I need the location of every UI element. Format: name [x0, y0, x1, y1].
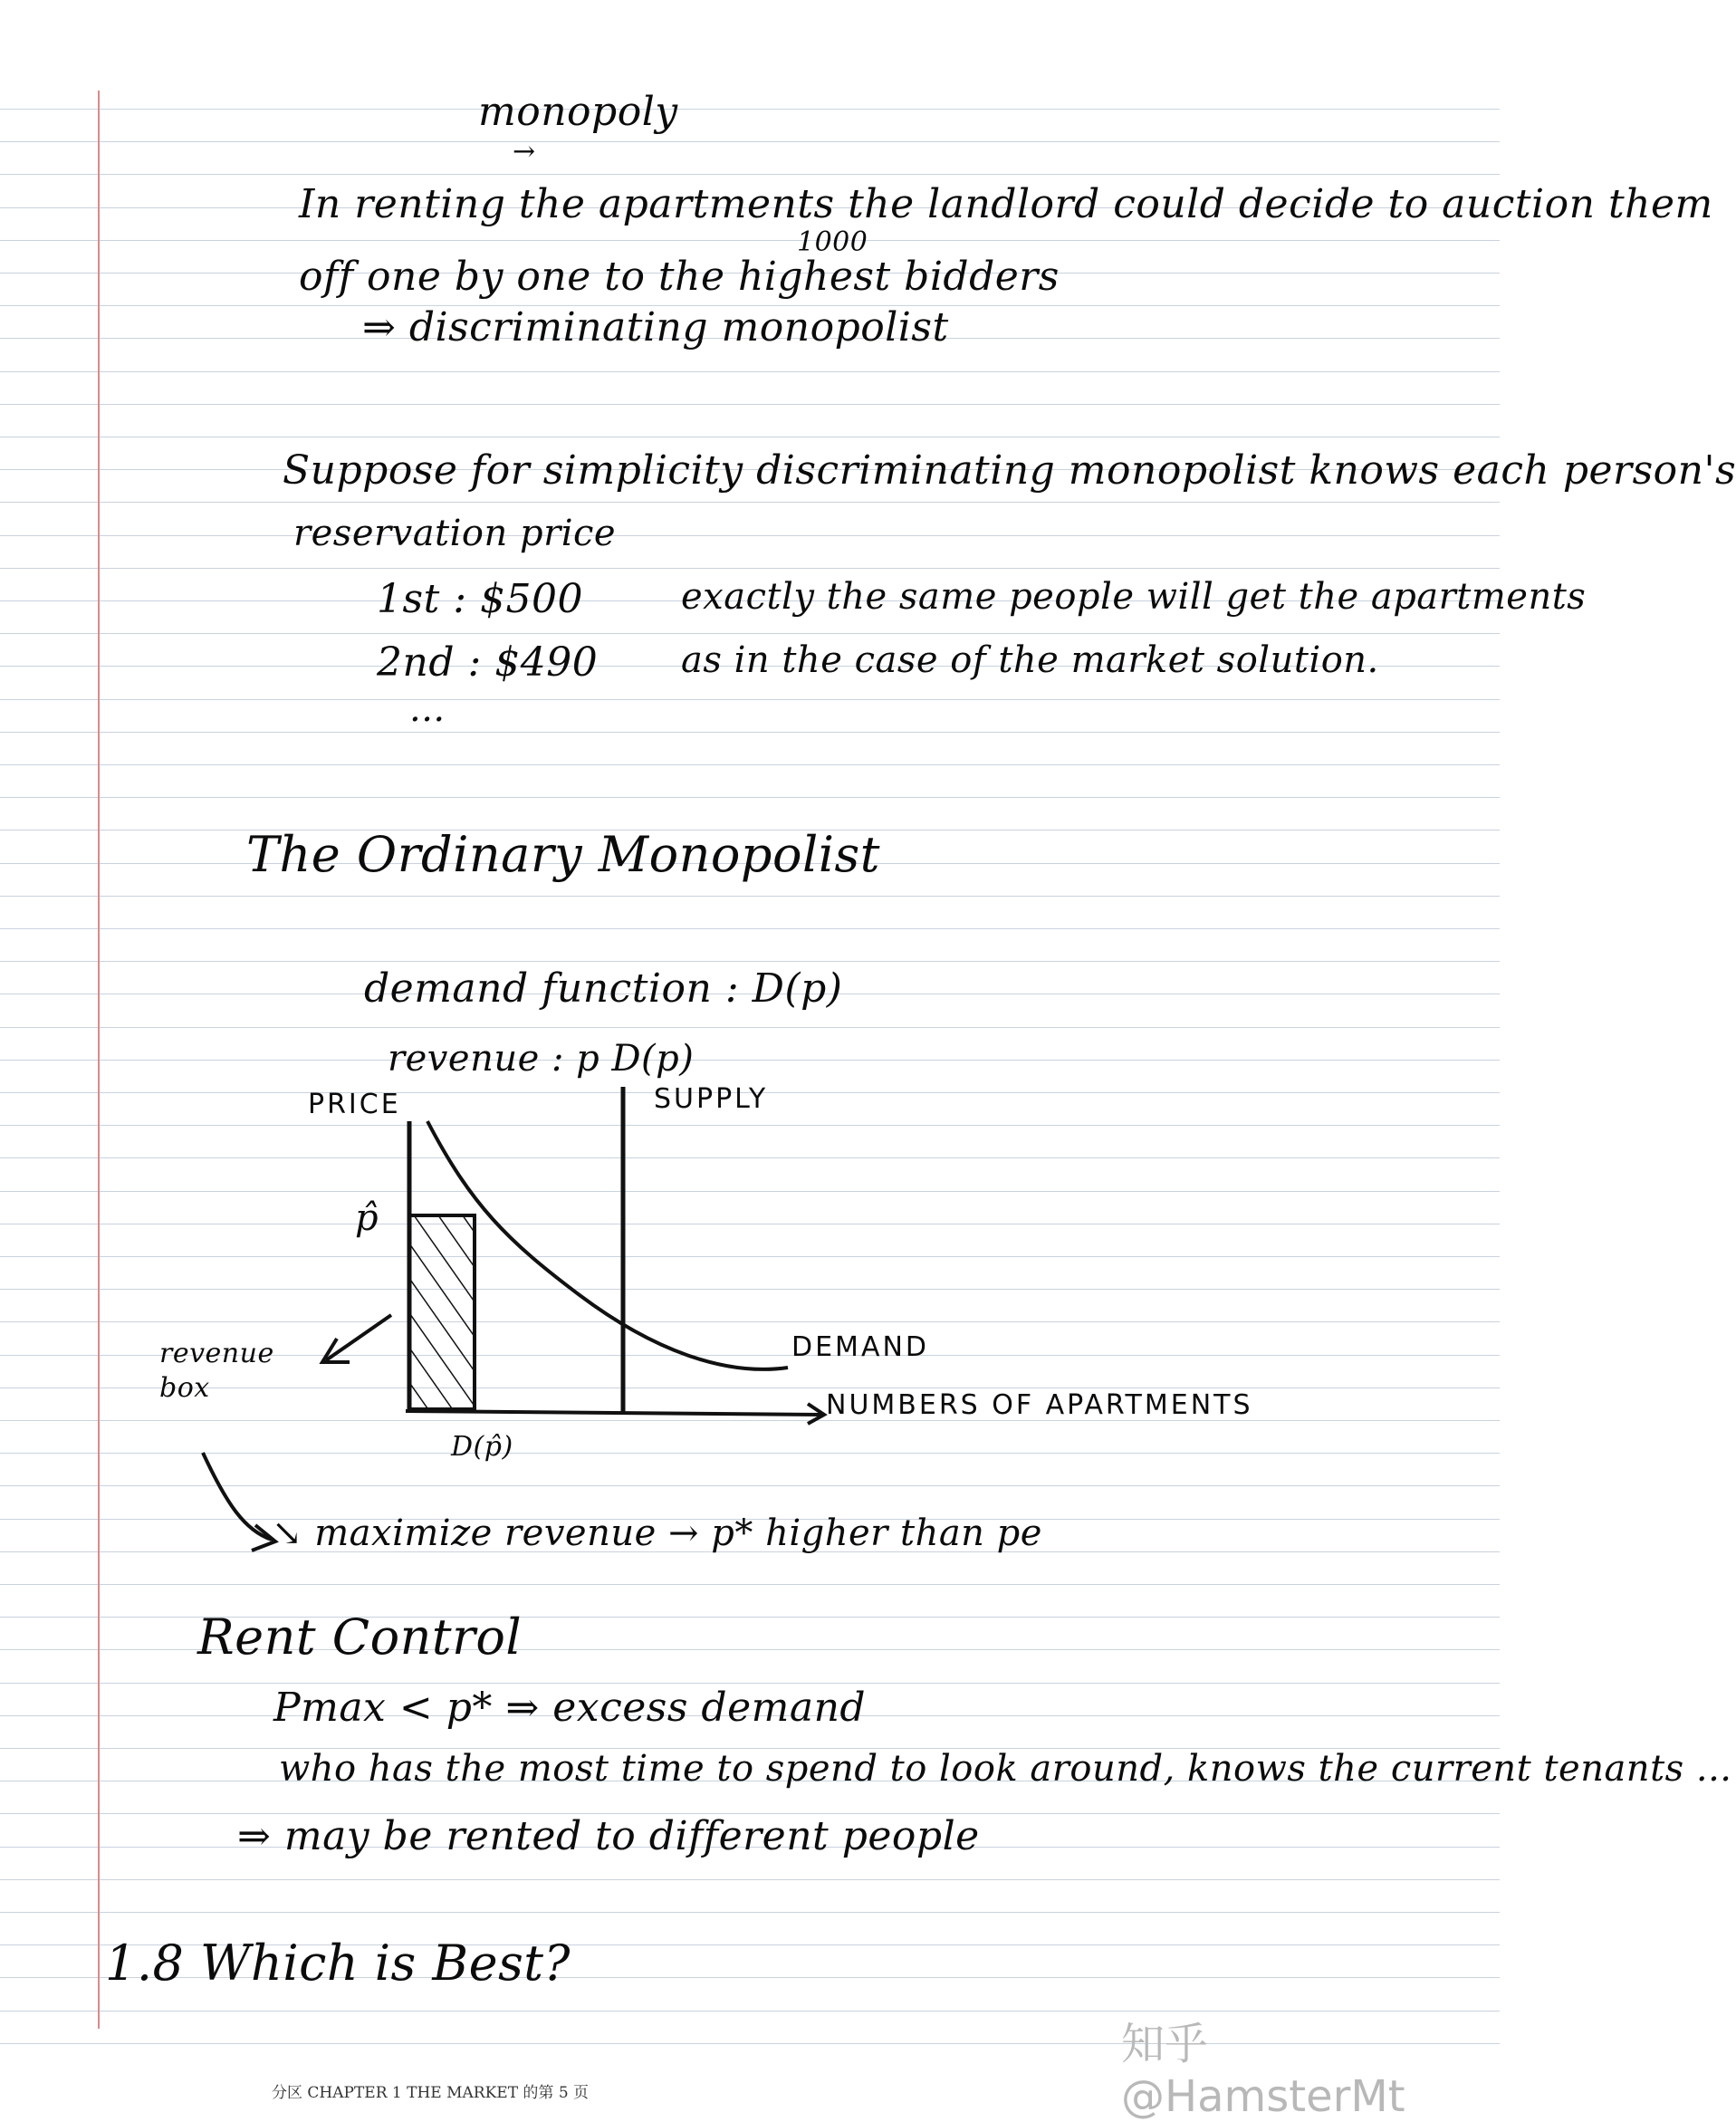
demand-curve — [427, 1121, 788, 1369]
auction-line-3: ⇒ discriminating monopolist — [362, 304, 949, 350]
heading-which-is-best: 1.8 Which is Best? — [105, 1935, 571, 1992]
top-fragment: monopoly — [478, 89, 678, 135]
y-axis-label: PRICE — [308, 1089, 401, 1120]
may-be-line: ⇒ may be rented to different people — [237, 1813, 980, 1859]
price-first: 1st : $500 — [377, 576, 584, 622]
suppose-line-2: reservation price — [293, 513, 617, 554]
top-arrow: → — [513, 136, 536, 168]
heading-rent-control: Rent Control — [197, 1608, 523, 1666]
x-axis-label: NUMBERS OF APARTMENTS — [826, 1389, 1253, 1421]
demand-function: demand function : D(p) — [364, 965, 843, 1012]
maximize-arrow — [203, 1453, 272, 1540]
demand-label: DEMAND — [791, 1331, 930, 1363]
page-footer: 分区 CHAPTER 1 THE MARKET 的第 5 页 — [272, 2084, 590, 2102]
price-mark: p̂ — [355, 1197, 379, 1239]
price-more: ... — [409, 688, 446, 730]
auction-note: 1000 — [797, 226, 868, 258]
revenue-box-label: revenue box — [159, 1338, 274, 1404]
revenue-line: revenue : p D(p) — [388, 1038, 695, 1080]
watermark: 知乎 @HamsterMt — [1121, 2019, 1405, 2122]
revenue-box-arrow — [326, 1315, 391, 1360]
revenue-box-arrowhead — [322, 1339, 350, 1362]
pmax-line: Pmax < p* ⇒ excess demand — [273, 1685, 867, 1731]
maximize-line: ↘ maximize revenue → p* higher than pe — [272, 1512, 1042, 1554]
x-axis — [406, 1411, 822, 1415]
price-second: 2nd : $490 — [377, 639, 599, 686]
supply-label: SUPPLY — [654, 1083, 769, 1115]
same-people-line-1: exactly the same people will get the apartments — [681, 576, 1587, 618]
same-people-line-2: as in the case of the market solution. — [681, 639, 1379, 681]
quantity-mark: D(p̂) — [451, 1431, 513, 1463]
heading-ordinary-monopolist: The Ordinary Monopolist — [246, 826, 880, 883]
who-has-line: who has the most time to spend to look around, knows the current tenants ... — [279, 1748, 1732, 1790]
revenue-box — [409, 1215, 475, 1409]
auction-line-1: In renting the apartments the landlord could decide to auction them — [299, 181, 1713, 227]
auction-line-2: off one by one to the highest bidders — [299, 254, 1060, 300]
suppose-line-1: Suppose for simplicity discriminating monopolist knows each person's — [283, 447, 1736, 494]
